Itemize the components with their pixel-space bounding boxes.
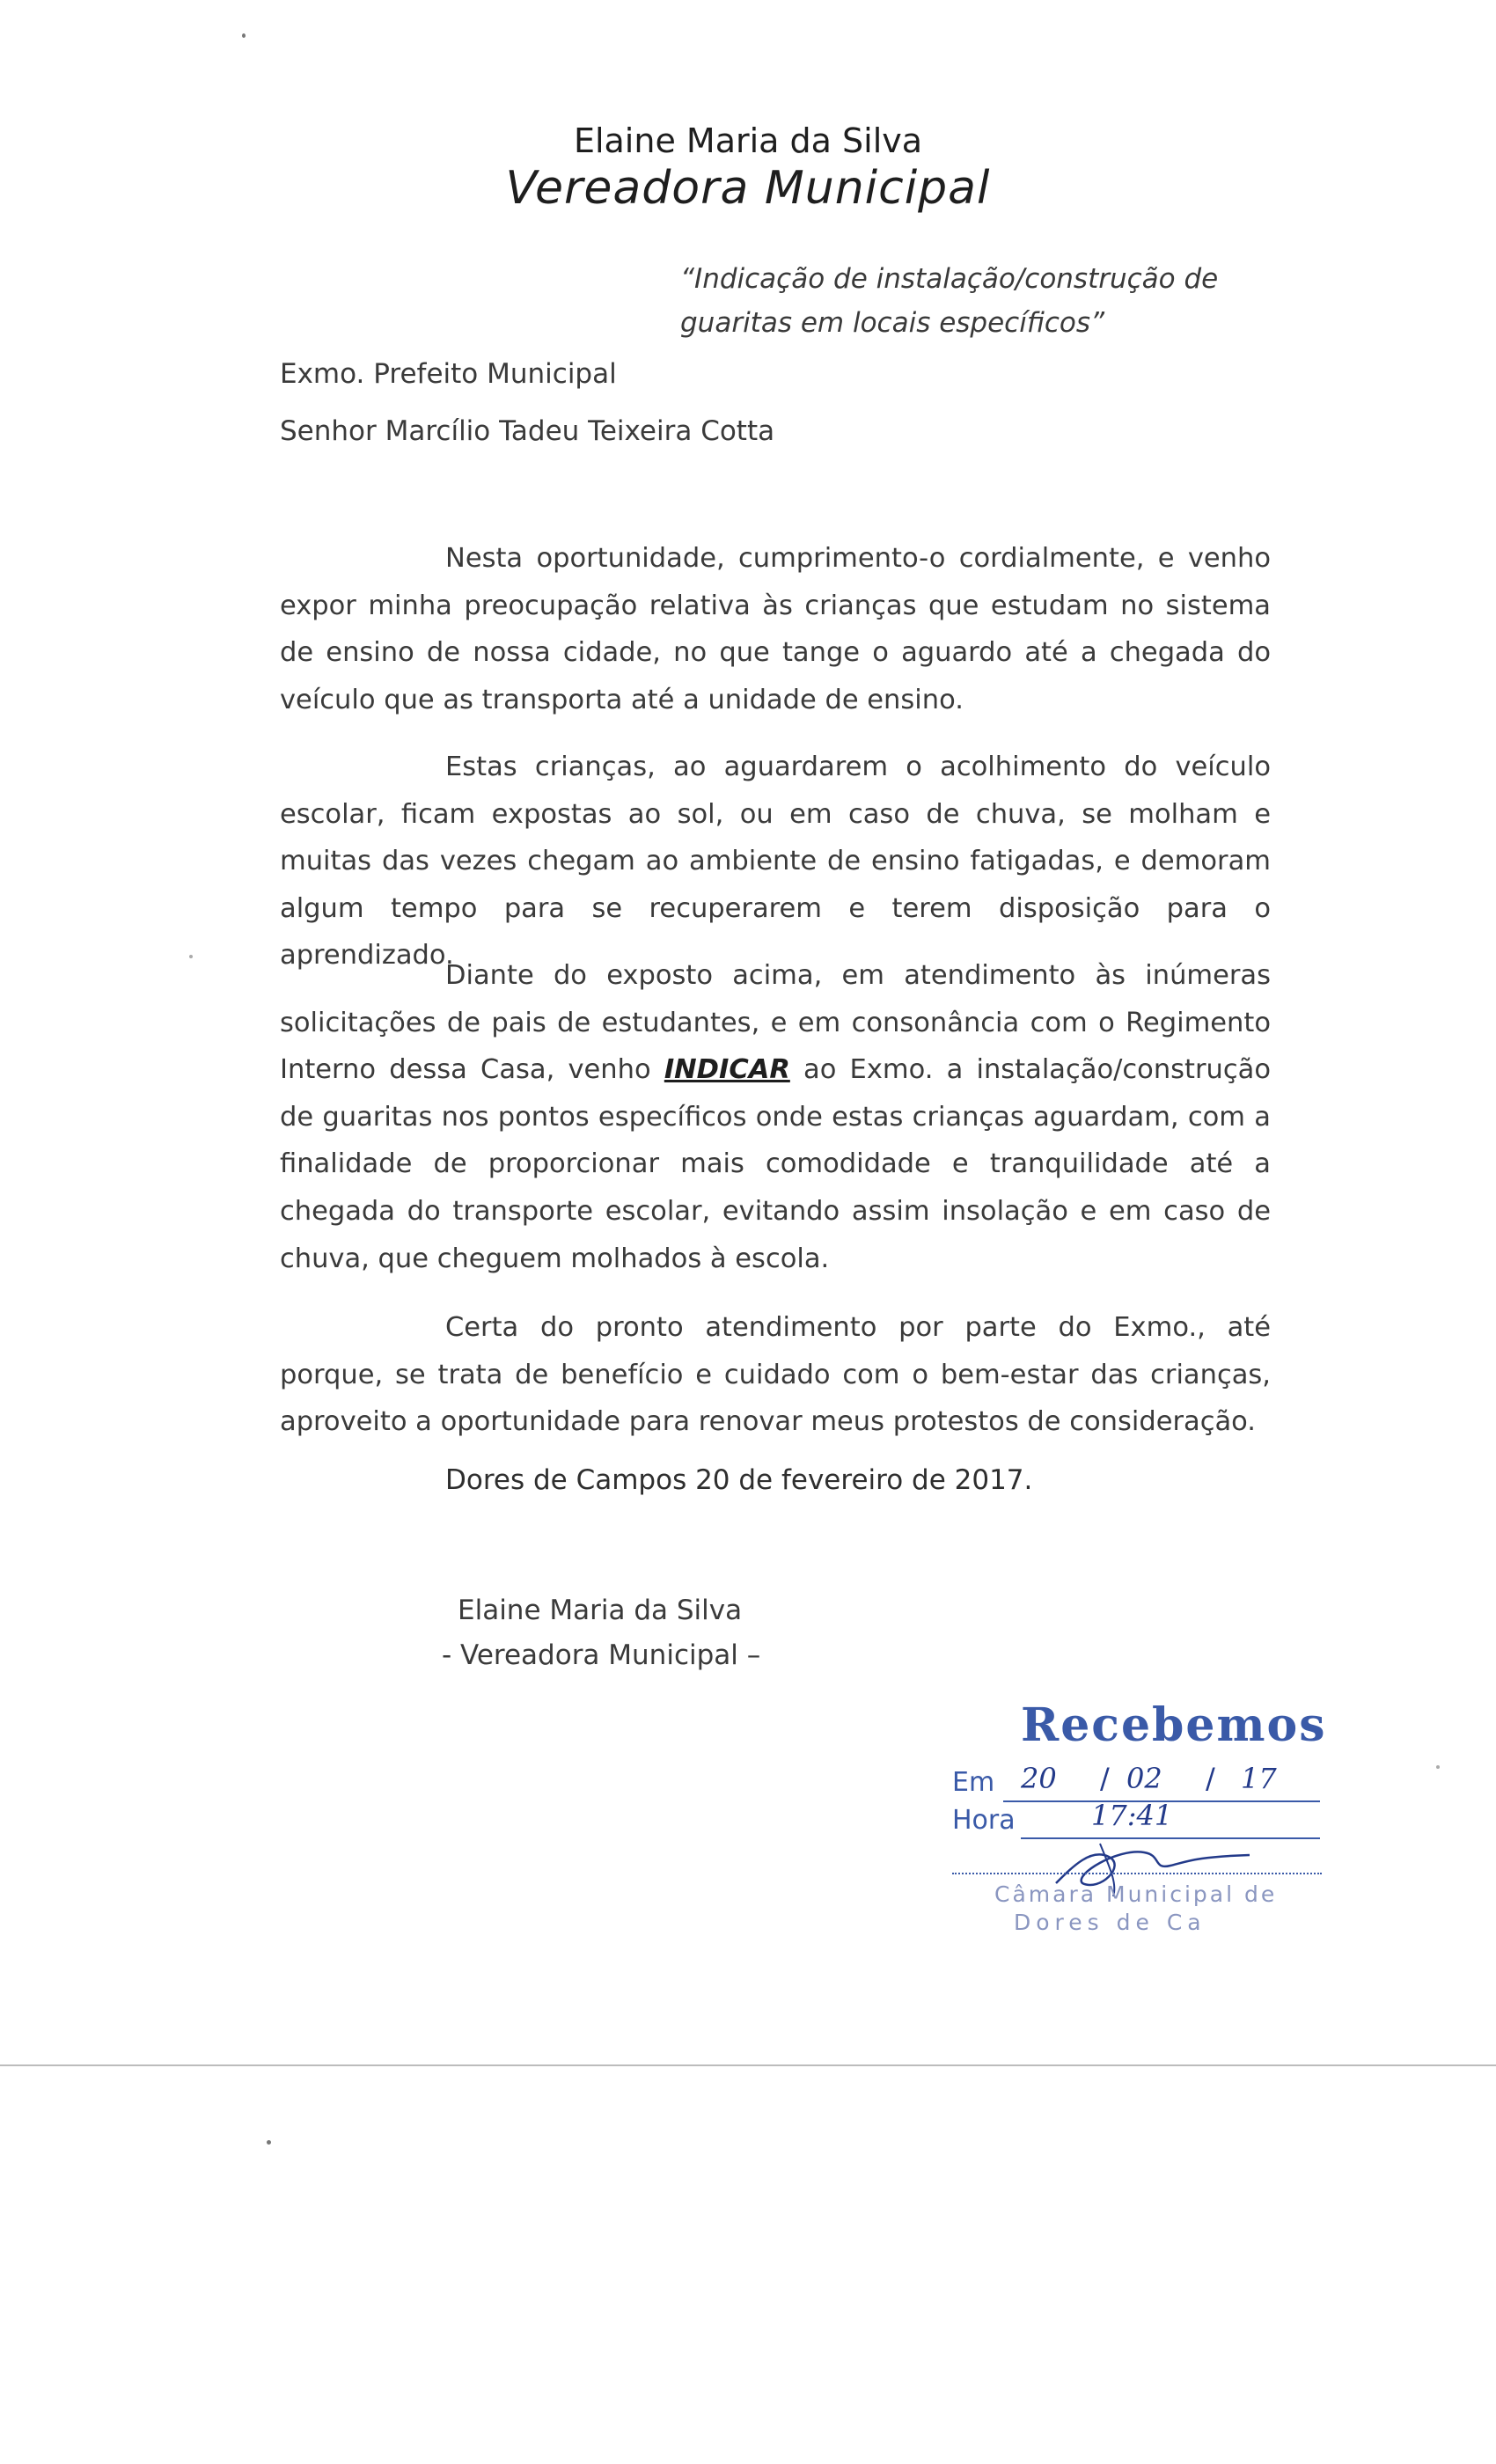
indicar-emphasis: INDICAR <box>664 1054 790 1086</box>
body-paragraph-3 <box>280 952 1271 1282</box>
stamp-time-label: Hora <box>952 1805 1016 1836</box>
received-stamp <box>942 1698 1364 1962</box>
stamp-year: 17 <box>1241 1762 1277 1795</box>
stamp-month: 02 <box>1126 1762 1162 1795</box>
subject-line: “Indicação de instalação/construção de guaritas em locais específicos” <box>680 263 1219 339</box>
scan-speck <box>189 955 193 958</box>
stamp-date-label: Em <box>952 1767 995 1798</box>
body-paragraph-2: Estas crianças, ao aguardarem o acolhimento do veículo escolar, ficam expostas ao sol, ou em caso de chuva, se molham e muitas das vezes chegam ao ambiente de ensino fatigadas, e demoram algum tempo para se recuperarem e terem disposição para o aprendizado. <box>280 752 1271 972</box>
signature-role: - Vereadora Municipal – <box>442 1639 761 1671</box>
stamp-organization-line-1: Câmara Municipal de <box>994 1881 1278 1907</box>
scan-speck <box>267 2140 271 2145</box>
stamp-organization-line-2: Dores de Ca <box>1014 1910 1206 1935</box>
stamp-time: 17:41 <box>1091 1799 1173 1832</box>
page-scan-edge <box>0 2064 1496 2066</box>
stamp-dotted-line <box>952 1873 1322 1874</box>
author-name: Elaine Maria da Silva <box>573 121 923 160</box>
author-role: Vereadora Municipal <box>505 162 991 215</box>
stamp-date-separator: / <box>1206 1762 1215 1795</box>
body-paragraph-4: Certa do pronto atendimento por parte do Exmo., até porque, se trata de benefício e cuidado com o bem-estar das crianças, aproveito a oportunidade para renovar meus protestos de consideração. <box>280 1312 1271 1438</box>
recipient-title: Exmo. Prefeito Municipal <box>280 358 617 390</box>
paragraph-3-text-end: ao Exmo. a instalação/construção de guaritas nos pontos específicos onde estas crianças aguardam, com a finalidade de proporcionar mais comodidade e tranquilidade até a chegada do transporte escolar, evitando assim insolação e em caso de chuva, que cheguem molhados à escola. <box>280 1054 1271 1274</box>
scan-speck <box>1436 1765 1440 1769</box>
paragraph-3-text-start: Diante do exposto acima, em atendimento às inúmeras solicitações de pais de estudantes, e em consonância com o Regimento Interno dessa Casa, venho <box>280 960 1271 1086</box>
stamp-date-separator: / <box>1100 1762 1110 1795</box>
signature-name: Elaine Maria da Silva <box>458 1595 743 1626</box>
stamp-title: Recebemos <box>1021 1698 1327 1752</box>
stamp-day: 20 <box>1021 1762 1057 1795</box>
body-paragraph-1: Nesta oportunidade, cumprimento-o cordialmente, e venho expor minha preocupação relativa às crianças que estudam no sistema de ensino de nossa cidade, no que tange o aguardo até a chegada do veículo que as transporta até a unidade de ensino. <box>280 543 1271 715</box>
scan-speck <box>242 33 246 38</box>
recipient-name: Senhor Marcílio Tadeu Teixeira Cotta <box>280 415 775 447</box>
date-line: Dores de Campos 20 de fevereiro de 2017. <box>445 1464 1033 1496</box>
